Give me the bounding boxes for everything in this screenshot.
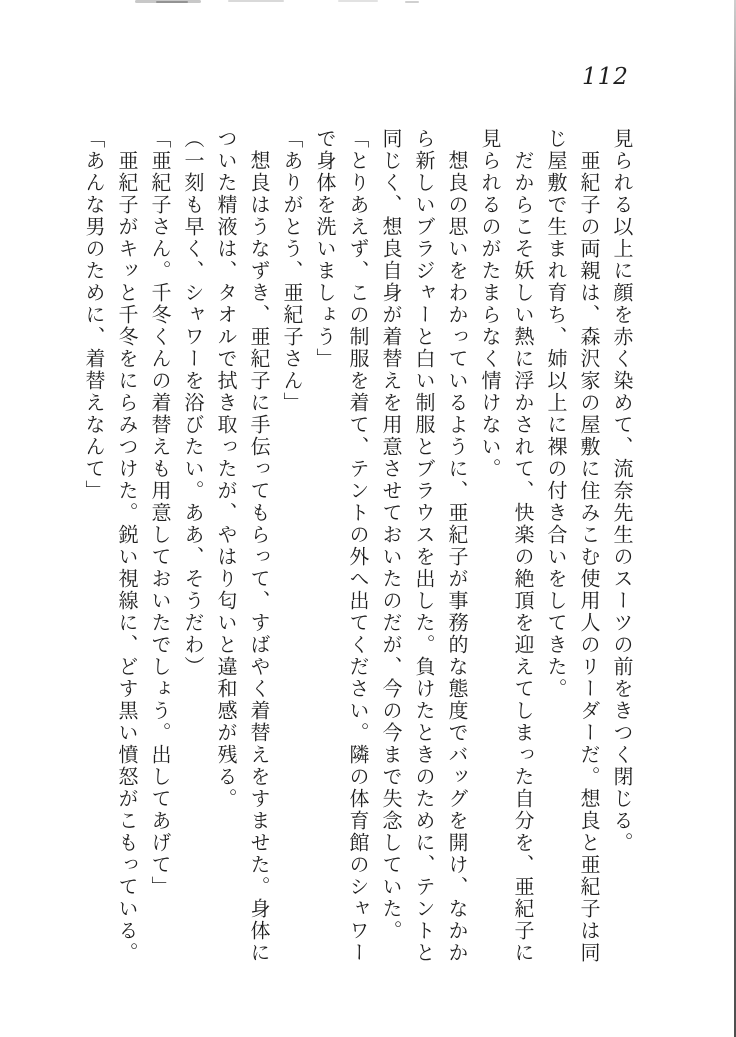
scan-artifact <box>405 1 419 3</box>
scan-artifact <box>156 1 188 3</box>
paragraph: 見られる以上に顔を赤く染めて、流奈先生のスーツの前をきつく閉じる。 <box>610 128 634 854</box>
scan-artifact <box>338 0 378 2</box>
scan-artifact <box>228 0 284 2</box>
paragraph: （一刻も早く、シャワーを浴びたい。ああ、そうだわ） <box>181 128 205 678</box>
paragraph: 「あんな男のために、着替えなんて」 <box>82 128 106 502</box>
paragraph: 亜紀子の両親は、森沢家の屋敷に住みこむ使用人のリーダーだ。想良と亜紀子は同じ屋敷で生まれ育ち、姉以上に裸の付き合いをしてきた。 <box>544 128 601 964</box>
paragraph: 「亜紀子さん。千冬くんの着替えも用意しておいたでしょう。出してあげて」 <box>148 128 172 898</box>
paragraph: 「ありがとう、亜紀子さん」 <box>280 128 304 414</box>
paragraph: だからこそ妖しい熱に浮かされて、快楽の絶頂を迎えてしまった自分を、亜紀子に見られるのがたまらなく情けない。 <box>478 128 535 964</box>
paragraph: 想良の思いをわかっているように、亜紀子が事務的な態度でバッグを開け、なかから新しいブラジャーと白い制服とブラウスを出した。負けたときのために、テントと同じく、想良自身が着替えを用意させておいたのだが、今の今まで失念していた。 <box>379 128 469 964</box>
page-number: 112 <box>582 64 629 90</box>
paragraph: 想良はうなずき、亜紀子に手伝ってもらって、すばやく着替えをすませた。身体についた精液は、タオルで拭き取ったが、やはり匂いと違和感が残る。 <box>214 128 271 964</box>
vertical-text-block <box>77 128 638 966</box>
paragraph: 「とりあえず、この制服を着て、テントの外へ出てください。隣の体育館のシャワーで身体を洗いましょう」 <box>313 128 370 964</box>
paragraph: 亜紀子がキッと千冬をにらみつけた。鋭い視線に、どす黒い憤怒がこもっている。 <box>115 128 139 964</box>
